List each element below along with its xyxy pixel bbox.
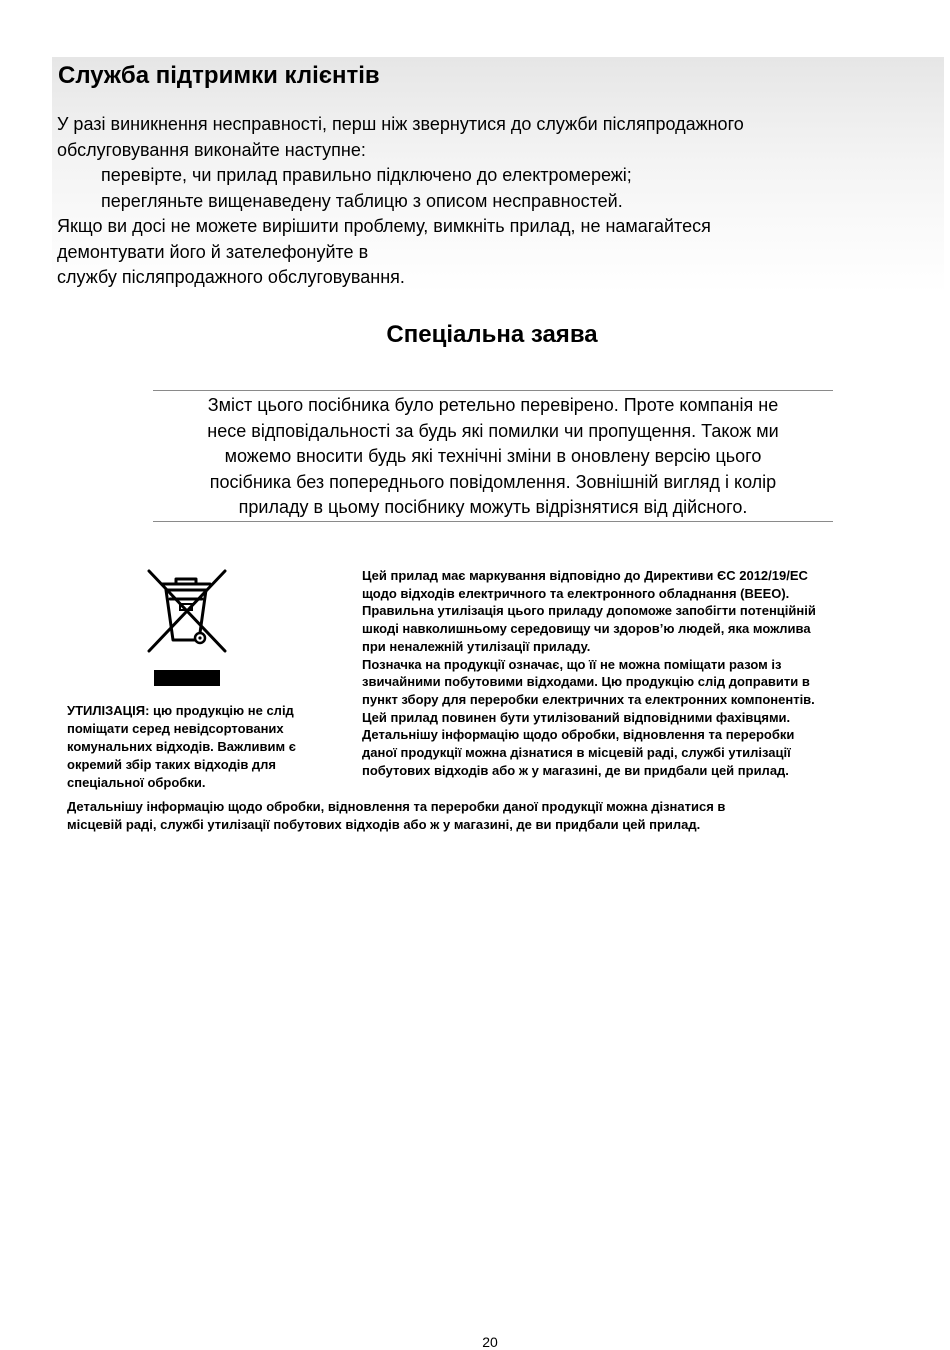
statement-line: посібника без попереднього повідомлення. Зовнішній вигляд і колір <box>209 471 777 492</box>
weee-line: Правильна утилізація цього приладу допоможе запобігти потенційній <box>362 603 816 619</box>
weee-line: Цей прилад має маркування відповідно до Директиви ЄС 2012/19/EC <box>362 568 808 583</box>
disposal-line: спеціальної обробки. <box>67 775 206 790</box>
recycling-info-text <box>67 798 927 834</box>
weee-line: звичайними побутовими відходами. Цю продукцію слід доправити в <box>362 674 810 690</box>
customer-support-heading: Служба підтримки клієнтів <box>58 62 380 89</box>
crossed-out-wheelie-bin-icon <box>144 566 230 688</box>
weee-directive-text <box>362 567 922 779</box>
special-statement-heading: Спеціальна заява <box>386 321 598 348</box>
statement-line: приладу в цьому посібнику можуть відрізнятися від дійсного. <box>238 497 748 517</box>
disposal-line: УТИЛІЗАЦІЯ: цю продукцію не слід <box>67 703 294 718</box>
statement-line: Зміст цього посібника було ретельно перевірено. Проте компанія не <box>207 395 779 415</box>
statement-line: несе відповідальності за будь які помилки чи пропущення. Також ми <box>207 420 779 441</box>
weee-line: щодо відходів електричного та електронного обладнання (BEEO). <box>362 585 790 601</box>
support-step: перевірте, чи прилад правильно підключено до електромережі; <box>101 165 632 185</box>
weee-line: Позначка на продукції означає, що її не можна поміщати разом із <box>362 656 782 672</box>
special-statement-box <box>153 390 833 522</box>
recycling-line: Детальнішу інформацію щодо обробки, відновлення та переробки даної продукції можна дізнатися в <box>67 799 726 814</box>
weee-line: шкоді навколишньому середовищу чи здоров’ю людей, яка можлива <box>362 621 811 637</box>
weee-line: побутових відходів або ж у магазині, де ви придбали цей прилад. <box>362 762 789 778</box>
disposal-notice <box>67 702 357 792</box>
disposal-line: комунальних відходів. Важливим є <box>67 739 296 754</box>
statement-line: можемо вносити будь які технічні зміни в оновлену версію цього <box>224 446 762 466</box>
weee-line: Детальнішу інформацію щодо обробки, відновлення та переробки <box>362 727 795 743</box>
disposal-line: поміщати серед невідсортованих <box>67 721 284 736</box>
weee-line: при неналежній утилізації приладу. <box>362 638 591 654</box>
support-line: обслуговування виконайте наступне: <box>57 139 366 160</box>
customer-support-section <box>52 57 944 293</box>
weee-line: пункт збору для переробки електричних та електронних компонентів. <box>362 691 815 707</box>
recycling-line: місцевій раді, службі утилізації побутових відходів або ж у магазині, де ви придбали цей прилад. <box>67 817 701 832</box>
support-line: Якщо ви досі не можете вирішити проблему, вимкніть прилад, не намагайтеся <box>57 216 711 236</box>
support-line: демонтувати його й зателефонуйте в <box>57 241 369 262</box>
page-number: 20 <box>482 1334 498 1350</box>
support-step: перегляньте вищенаведену таблицю з описом несправностей. <box>101 190 623 211</box>
support-line: У разі виникнення несправності, перш ніж звернутися до служби післяпродажного <box>57 114 744 134</box>
disposal-line: окремий збір таких відходів для <box>67 757 277 772</box>
weee-line: Цей прилад повинен бути утилізований відповідними фахівцями. <box>362 709 791 725</box>
support-line: службу післяпродажного обслуговування. <box>57 267 405 287</box>
weee-line: даної продукції можна дізнатися в місцевій раді, службі утилізації <box>362 745 791 761</box>
customer-support-text <box>57 112 927 291</box>
